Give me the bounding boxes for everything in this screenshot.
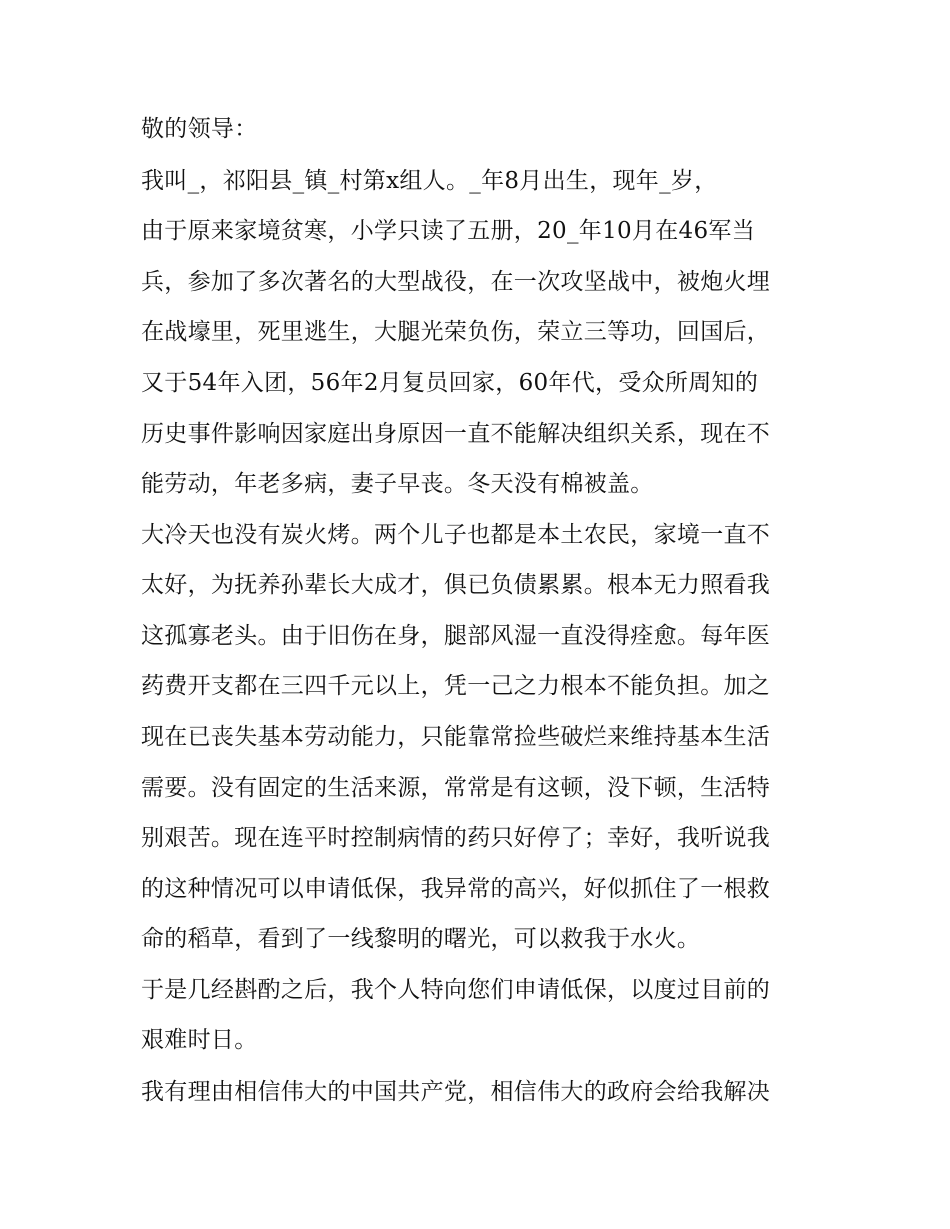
- text-line: 命的稻草，看到了一线黎明的曙光，可以救我于水火。: [141, 926, 701, 952]
- text-line: 历史事件影响因家庭出身原因一直不能解决组织关系，现在不: [141, 421, 771, 447]
- text-line: 太好，为抚养孙辈长大成才，俱已负债累累。根本无力照看我: [141, 572, 771, 598]
- text-line: 这孤寡老头。由于旧伤在身，腿部风湿一直没得痊愈。每年医: [141, 623, 771, 649]
- text-line: 大冷天也没有炭火烤。两个儿子也都是本土农民，家境一直不: [141, 522, 771, 548]
- text-line: 于是几经斟酌之后，我个人特向您们申请低保，以度过目前的: [141, 977, 771, 1003]
- text-line: 又于54年入团，56年2月复员回家，60年代，受众所周知的: [141, 370, 759, 396]
- text-line: 需要。没有固定的生活来源，常常是有这顿，没下顿，生活特: [141, 775, 771, 801]
- text-line: 艰难时日。: [141, 1027, 258, 1053]
- text-line: 别艰苦。现在连平时控制病情的药只好停了；幸好，我听说我: [141, 825, 771, 851]
- salutation: 敬的领导：: [141, 116, 258, 142]
- text-line: 我有理由相信伟大的中国共产党，相信伟大的政府会给我解决: [141, 1079, 771, 1105]
- text-line: 由于原来家境贫寒，小学只读了五册，20_年10月在46军当: [141, 218, 755, 244]
- text-line: 能劳动，年老多病，妻子早丧。冬天没有棉被盖。: [141, 471, 654, 497]
- text-line: 我叫_，祁阳县_镇_村第x组人。_年8月出生，现年_岁，: [141, 168, 718, 194]
- text-line: 的这种情况可以申请低保，我异常的高兴，好似抓住了一根救: [141, 876, 771, 902]
- text-line: 现在已丧失基本劳动能力，只能靠常捡些破烂来维持基本生活: [141, 724, 771, 750]
- text-line: 药费开支都在三四千元以上，凭一己之力根本不能负担。加之: [141, 673, 771, 699]
- text-line: 在战壕里，死里逃生，大腿光荣负伤，荣立三等功，回国后，: [141, 319, 771, 345]
- text-line: 兵，参加了多次著名的大型战役，在一次攻坚战中，被炮火埋: [141, 269, 771, 295]
